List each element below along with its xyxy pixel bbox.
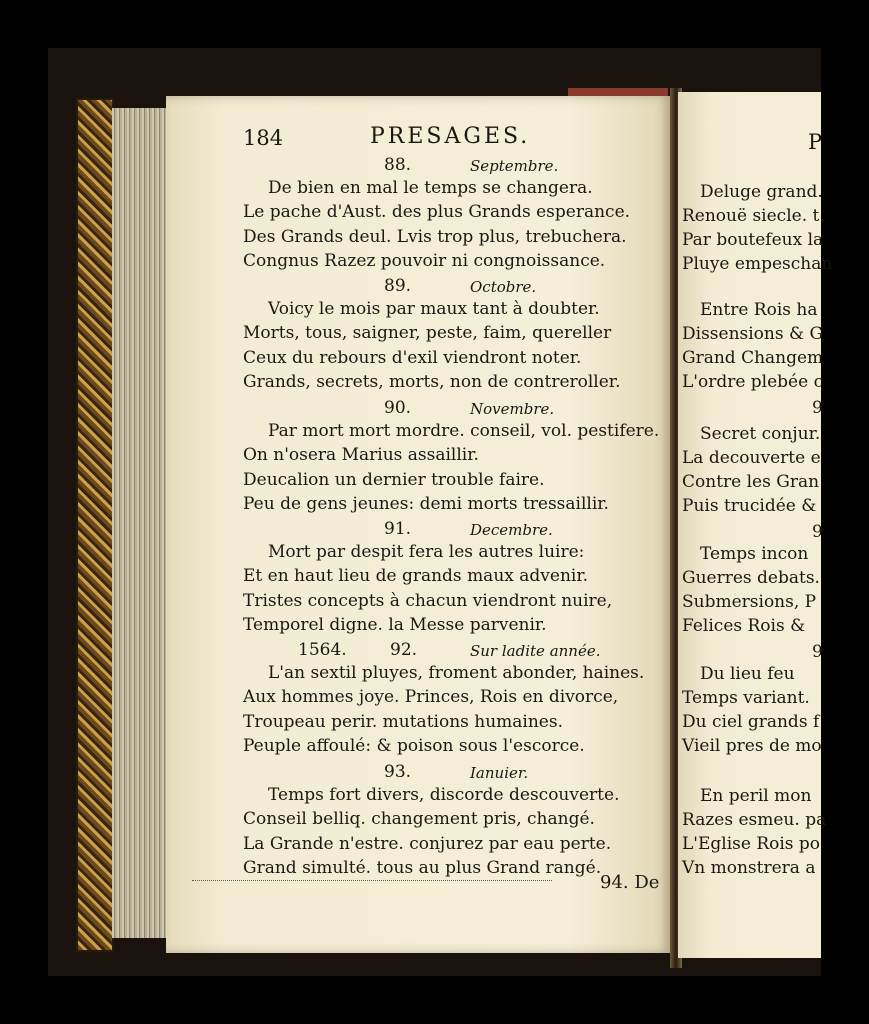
right-running-head: P [808,130,823,154]
right-page-line: L'Eglise Rois po [682,834,821,854]
page-edges [112,108,166,938]
entry-number: 91. [384,519,412,539]
right-page-line: Pluye empeschan [682,254,833,274]
verse-line: Grands, secrets, morts, non de contreroller. [243,372,621,393]
verse-line: Congnus Razez pouvoir ni congnoissance. [243,251,606,272]
entry-month-heading: Octobre. [470,278,537,296]
entry-month-heading: Septembre. [470,157,559,175]
right-page-line: La decouverte e [682,448,821,468]
verse-line: Le pache d'Aust. des plus Grands esperance. [243,202,631,223]
verse-line: Peu de gens jeunes: demi morts tressaillir. [243,494,609,515]
verse-line: Des Grands deul. Lvis trop plus, trebuchera. [243,226,627,247]
right-page-line: 9 [812,398,823,418]
verse-line: Voicy le mois par maux tant à doubter. [268,299,600,319]
verse-line: Par mort mort mordre. conseil, vol. pestifere. [268,421,660,441]
book-spine [76,98,114,952]
right-page-line: Temps incon [700,544,809,564]
right-page-line: Felices Rois & [682,616,806,636]
right-page-line: En peril mon [700,786,812,806]
verse-line: Morts, tous, saigner, peste, faim, quereller [243,323,612,344]
right-page-line: Secret conjur. [700,424,821,444]
verse-line: Mort par despit fera les autres luire: [268,542,585,562]
right-page-line: 9 [812,642,823,662]
text-rule [192,880,552,881]
entry-number: 92. [390,640,418,660]
right-page-line: Entre Rois ha [700,300,818,320]
entry-month-heading: Sur ladite année. [470,642,601,660]
verse-line: Conseil belliq. changement pris, changé. [243,809,595,830]
entry-month-heading: Ianuier. [470,764,529,782]
entry-year: 1564. [298,640,347,660]
right-page-line: Grand Changem [682,348,824,368]
page-number: 184 [243,126,284,150]
entry-number: 89. [384,276,412,296]
entry-month-heading: Decembre. [470,521,553,539]
verse-line: On n'osera Marius assaillir. [243,445,479,466]
right-page-line: L'ordre plebée c [682,372,824,392]
right-page-line: Puis trucidée & [682,496,817,516]
right-page-line: Vieil pres de mo [682,736,822,756]
entry-number: 93. [384,762,412,782]
verse-line: Temps fort divers, discorde descouverte. [268,785,620,805]
right-page-line: Deluge grand. [700,182,823,202]
right-page-line: Renouë siecle. t [682,206,820,226]
verse-line: Deucalion un dernier trouble faire. [243,469,545,490]
right-page-line: Par boutefeux la [682,230,824,250]
verse-line: De bien en mal le temps se changera. [268,178,593,198]
bookmark-ribbon [568,88,668,96]
right-page-line: 9 [812,522,823,542]
verse-line: Troupeau perir. mutations humaines. [243,711,563,732]
verse-line: Grand simulté. tous au plus Grand rangé. [243,858,602,879]
verse-line: Et en haut lieu de grands maux advenir. [243,566,588,587]
right-page-line: Du ciel grands f [682,712,820,732]
verse-line: L'an sextil pluyes, froment abonder, haines. [268,663,645,683]
verse-line: Tristes concepts à chacun viendront nuire, [243,590,613,611]
catchword: 94. De [600,872,660,893]
right-page-line: Dissensions & G [682,324,824,344]
right-page-line: Submersions, P [682,592,817,612]
verse-line: Ceux du rebours d'exil viendront noter. [243,347,582,368]
right-page-line: Razes esmeu. pa [682,810,827,830]
verse-line: Temporel digne. la Messe parvenir. [243,615,547,636]
right-page-line: Guerres debats. [682,568,820,588]
entry-number: 90. [384,398,412,418]
right-page-line: Vn monstrera a [682,858,816,878]
right-page-line: Contre les Gran [682,472,820,492]
verse-line: Peuple affoulé: & poison sous l'escorce. [243,736,585,757]
entry-number: 88. [384,155,412,175]
right-page-line: Du lieu feu [700,664,795,684]
verse-line: Aux hommes joye. Princes, Rois en divorce, [243,687,619,708]
right-page-line: Temps variant. [682,688,810,708]
entry-month-heading: Novembre. [470,400,555,418]
verse-line: La Grande n'estre. conjurez par eau perte. [243,833,612,854]
running-head: PRESAGES. [370,124,531,149]
